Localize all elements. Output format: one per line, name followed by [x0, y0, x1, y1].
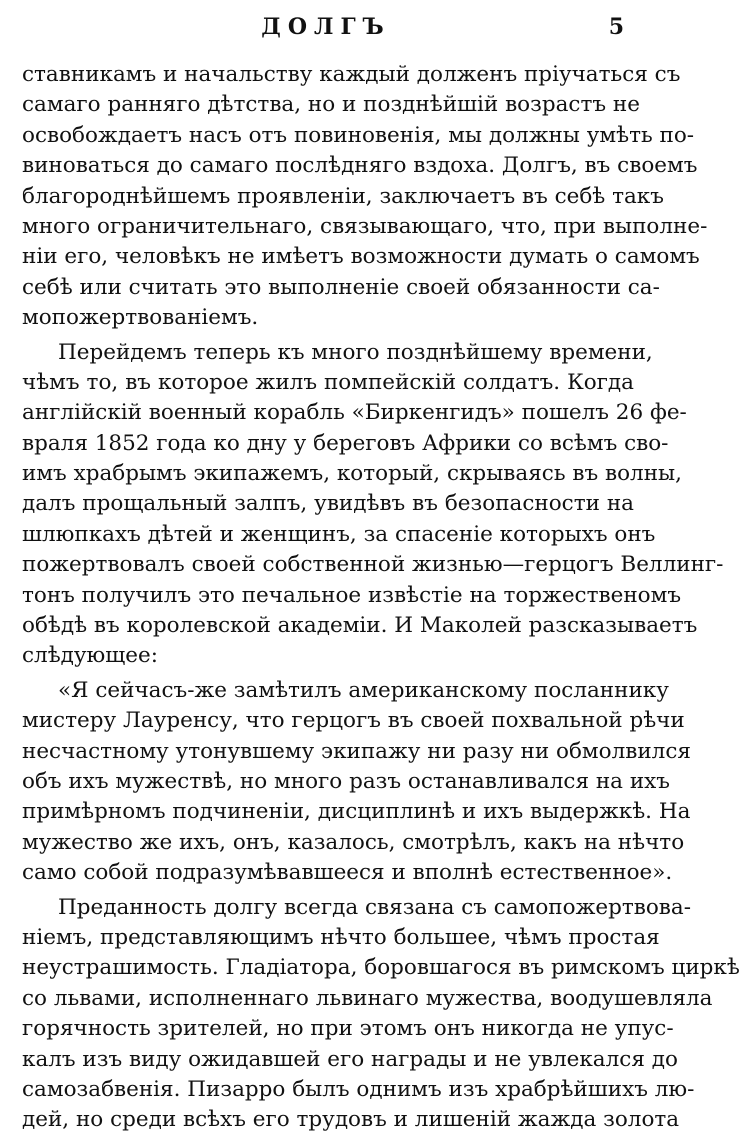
text-line: себѣ или считать это выполненіе своей обязанности са-: [22, 274, 660, 300]
body-text: [22, 60, 740, 1136]
text-line: много ограничительнаго, связывающаго, что, при выполне-: [22, 213, 708, 239]
text-line: тонъ получилъ это печальное извѣстіе на торжественомъ: [22, 582, 681, 608]
text-line: ніемъ, представляющимъ нѣчто большее, чѣмъ простая: [22, 924, 660, 950]
paragraph: [22, 893, 740, 1136]
running-head: [20, 12, 632, 46]
text-line: мопожертвованіемъ.: [22, 305, 259, 331]
paragraph: [22, 338, 724, 672]
text-line: чѣмъ то, въ которое жилъ помпейскій солдатъ. Когда: [22, 369, 634, 395]
text-line: имъ храбрымъ экипажемъ, который, скрываясь въ волны,: [22, 461, 682, 487]
text-line: враля 1852 года ко дну у береговъ Африки со всѣмъ сво-: [22, 430, 669, 456]
paragraph: [22, 676, 691, 889]
text-line: мистеру Лауренсу, что герцогъ въ своей похвальной рѣчи: [22, 708, 685, 734]
text-line: освобождаетъ насъ отъ повиновенія, мы должны умѣть по-: [22, 122, 695, 148]
text-line: самаго ранняго дѣтства, но и позднѣйшій возрастъ не: [22, 92, 640, 118]
text-line: мужество же ихъ, онъ, казалось, смотрѣлъ, какъ на нѣчто: [22, 829, 685, 855]
text-line: ніи его, человѣкъ не имѣетъ возможности думать о самомъ: [22, 244, 700, 270]
text-line: далъ прощальный залпъ, увидѣвъ въ безопасности на: [22, 491, 634, 517]
text-line: благороднѣйшемъ проявленіи, заключаетъ въ себѣ такъ: [22, 183, 664, 209]
text-line: виноваться до самаго послѣдняго вздоха. Долгъ, въ своемъ: [22, 153, 698, 179]
text-line: примѣрномъ подчиненіи, дисциплинѣ и ихъ выдержкѣ. На: [22, 799, 691, 825]
text-line: пожертвовалъ своей собственной жизнью—герцогъ Веллинг-: [22, 552, 724, 578]
running-head-title: ДОЛГЪ: [261, 14, 391, 40]
text-line: несчастному утонувшему экипажу ни разу ни обмолвился: [22, 738, 691, 764]
text-line: шлюпкахъ дѣтей и женщинъ, за спасеніе которыхъ онъ: [22, 521, 656, 547]
paragraph: [22, 60, 708, 334]
text-line: дей, но среди всѣхъ его трудовъ и лишеній жажда золота: [22, 1107, 680, 1133]
text-line: объ ихъ мужествѣ, но много разъ останавливался на ихъ: [22, 768, 670, 794]
text-line: самозабвенія. Пизарро былъ однимъ изъ храбрѣйшихъ лю-: [22, 1076, 695, 1102]
text-line: калъ изъ виду ожидавшей его награды и не увлекался до: [22, 1046, 678, 1072]
text-line: слѣдующее:: [22, 643, 158, 669]
text-line: со львами, исполненнаго львинаго мужества, воодушевляла: [22, 985, 713, 1011]
text-line: само собой подразумѣвавшееся и вполнѣ естественное».: [22, 860, 673, 886]
text-line: ставникамъ и начальству каждый долженъ пріучаться съ: [22, 62, 681, 87]
text-line: англійскій военный корабль «Биркенгидъ» пошелъ 26 фе-: [22, 400, 687, 426]
text-line: обѣдѣ въ королевской академіи. И Маколей разсказываетъ: [22, 613, 698, 639]
text-line: «Я сейчасъ-же замѣтилъ американскому посланнику: [58, 677, 669, 703]
page-number: 5: [608, 14, 624, 40]
text-line: Преданность долгу всегда связана съ самопожертвова-: [58, 894, 691, 920]
text-line: неустрашимость. Гладіатора, боровшагося въ римскомъ циркѣ: [22, 955, 740, 981]
text-line: горячность зрителей, но при этомъ онъ никогда не упус-: [22, 1016, 674, 1042]
text-line: Перейдемъ теперь къ много позднѣйшему времени,: [58, 339, 653, 365]
